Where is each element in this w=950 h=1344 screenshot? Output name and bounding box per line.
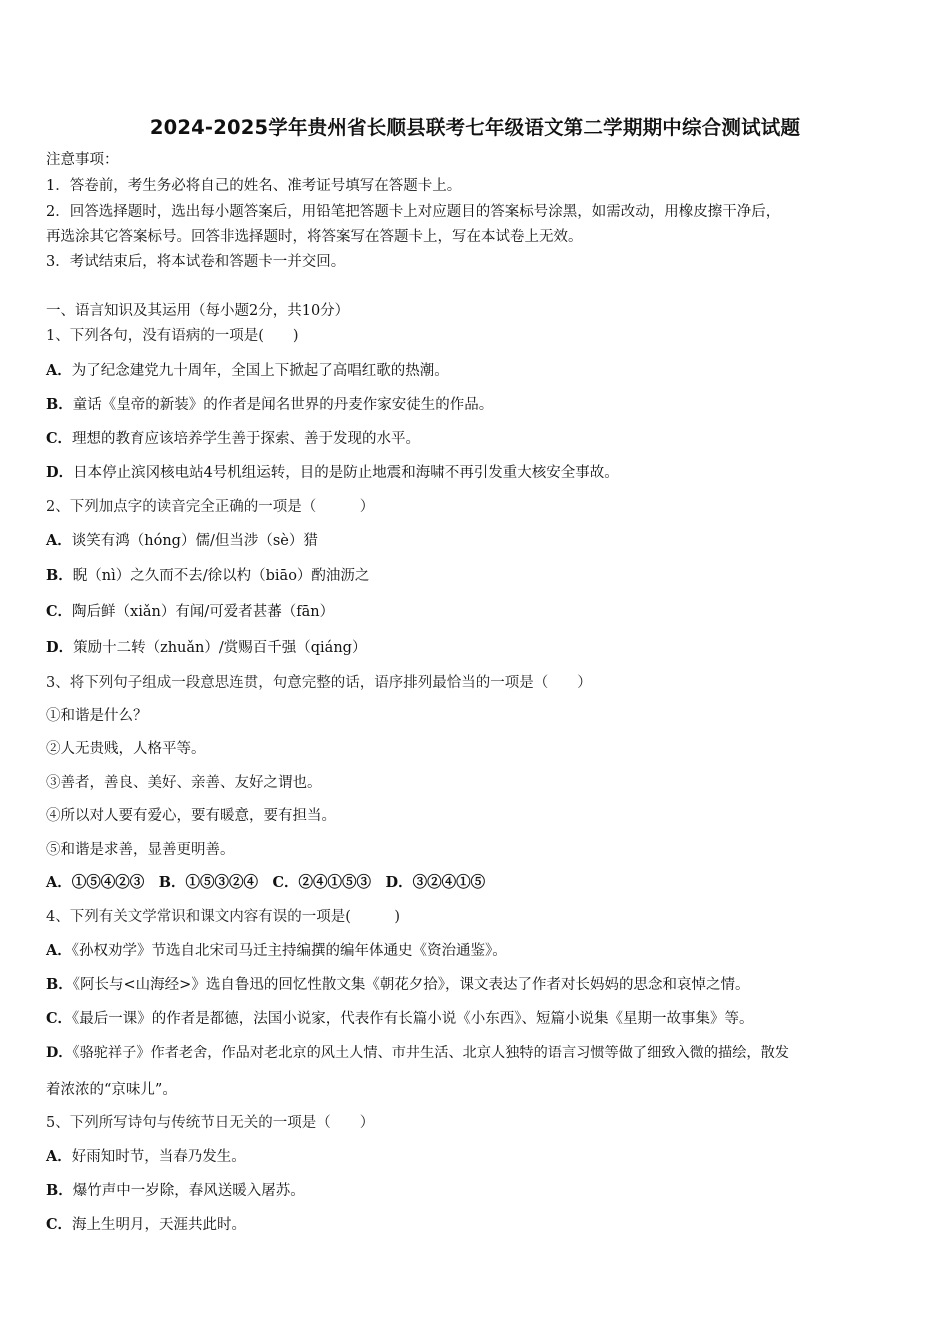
option-label: D． <box>46 1045 73 1061</box>
option-label: A． <box>46 532 72 549</box>
option-text: 海上生明月，天涯共此时。 <box>72 1217 247 1233</box>
option-text: 童话《皇帝的新装》的作者是闻名世界的丹麦作家安徒生的作品。 <box>72 397 494 413</box>
option-b <box>46 395 493 415</box>
question-stem: 4、下列有关文学常识和课文内容有误的一项是( ) <box>46 909 401 925</box>
option-text: 日本停止滨冈核电站4号机组运转，目的是防止地震和海啸不再引发重大核安全事故。 <box>73 465 619 481</box>
page-title: 2024-2025学年贵州省长顺县联考七年级语文第二学期期中综合测试试题 <box>149 116 801 139</box>
option-d <box>46 1043 789 1063</box>
option-d <box>46 463 619 483</box>
option-label: B． <box>46 1182 73 1199</box>
option-c <box>46 1009 754 1029</box>
sentence-item: ②人无贵贱，人格平等。 <box>46 741 206 757</box>
option-label: A． <box>46 1148 72 1165</box>
option-label: C． <box>46 1010 73 1027</box>
option-label: A． <box>46 362 72 379</box>
section-heading: 一、语言知识及其运用（每小题2分，共10分） <box>46 303 350 319</box>
option-b <box>46 975 750 995</box>
option-label: A． <box>46 942 72 959</box>
option-label: B． <box>46 567 73 584</box>
question-stem: 5、下列所写诗句与传统节日无关的一项是（ ） <box>46 1115 375 1131</box>
option-a <box>46 1147 246 1167</box>
option-text: 《孙权劝学》节选自北宋司马迁主持编撰的编年体通史《资治通鉴》。 <box>71 943 507 959</box>
option-text: 理想的教育应该培养学生善于探索、善于发现的水平。 <box>72 431 421 447</box>
notice-item: 再选涂其它答案标号。回答非选择题时，将答案写在答题卡上，写在本试卷上无效。 <box>46 229 583 245</box>
sentence-item: ③善者，善良、美好、亲善、友好之谓也。 <box>46 775 322 791</box>
option-continuation: 着浓浓的“京味儿”。 <box>46 1082 177 1098</box>
option-a <box>46 941 507 961</box>
option-d <box>46 638 366 658</box>
option-a <box>46 361 449 381</box>
option-text: 为了纪念建党九十周年，全国上下掀起了高唱红歌的热潮。 <box>71 363 449 379</box>
option-c <box>46 602 334 622</box>
option-text: 《最后一课》的作者是都德，法国小说家，代表作有长篇小说《小东西》、短篇小说集《星期一故事集》等。 <box>72 1011 754 1027</box>
option-b <box>46 1181 305 1201</box>
option-label: B． <box>46 396 73 413</box>
option-text: 策励十二转（zhuǎn）/赏赐百千强（qiáng） <box>73 640 367 656</box>
notice-item: 3．考试结束后，将本试卷和答题卡一并交回。 <box>46 254 346 270</box>
option-c <box>46 1215 246 1235</box>
option-text: 《骆驼祥子》作者老舍，作品对老北京的风土人情、市井生活、北京人独特的语言习惯等做了细致入微的描绘，散发 <box>72 1045 789 1061</box>
option-c <box>46 429 420 449</box>
option-text: 好雨知时节，当春乃发生。 <box>71 1149 246 1165</box>
option-label: C． <box>46 1216 73 1233</box>
option-text: 谈笑有鸿（hóng）儒/但当涉（sè）猎 <box>71 533 318 549</box>
notice-heading: 注意事项： <box>46 152 119 168</box>
option-label: B． <box>46 976 73 993</box>
option-text: 陶后鲜（xiǎn）有闻/可爱者甚蕃（fān） <box>72 604 335 620</box>
sentence-item: ⑤和谐是求善，显善更明善。 <box>46 842 235 858</box>
notice-item: 2．回答选择题时，选出每小题答案后，用铅笔把答题卡上对应题目的答案标号涂黑，如需改动，用橡皮擦干净后， <box>46 204 781 220</box>
option-b <box>46 566 369 586</box>
option-label: D． <box>46 464 74 481</box>
sentence-item: ①和谐是什么？ <box>46 708 148 724</box>
option-text: 爆竹声中一岁除，春风送暖入屠苏。 <box>72 1183 305 1199</box>
notice-item: 1．答卷前，考生务必将自己的姓名、准考证号填写在答题卡上。 <box>46 178 462 194</box>
option-text: 睨（nì）之久而不去/徐以杓（biāo）酌油沥之 <box>72 568 370 584</box>
option-label: C． <box>46 430 73 447</box>
option-a <box>46 531 318 551</box>
option-label: D． <box>46 639 74 656</box>
question-stem: 2、下列加点字的读音完全正确的一项是（ ） <box>46 499 375 515</box>
sentence-item: ④所以对人要有爱心，要有暖意，要有担当。 <box>46 808 336 824</box>
option-label: C． <box>46 603 73 620</box>
question-stem: 3、将下列句子组成一段意思连贯，句意完整的话，语序排列最恰当的一项是（ ） <box>46 675 592 691</box>
order-choices: A．①⑤④②③ B．①⑤③②④ C．②④①⑤③ D．③②④①⑤ <box>46 874 486 891</box>
option-text: 《阿长与<山海经>》选自鲁迅的回忆性散文集《朝花夕拾》，课文表达了作者对长妈妈的思念和哀悼之情。 <box>72 977 750 993</box>
question-stem: 1、下列各句，没有语病的一项是( ) <box>46 328 299 344</box>
